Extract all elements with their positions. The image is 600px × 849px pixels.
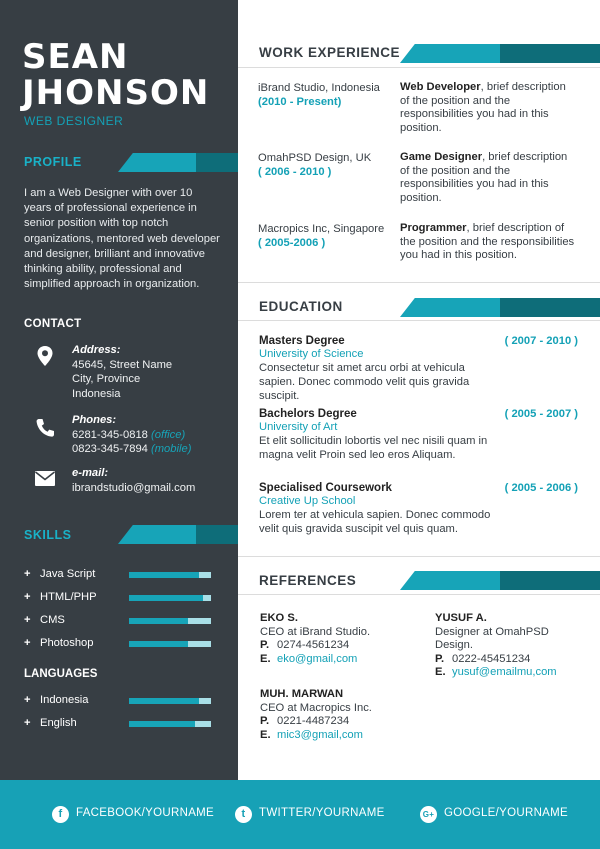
skill-level-bar [129,595,211,601]
skill-level-bar [129,572,211,578]
skill-row [24,591,224,607]
reference-name: EKO S. [260,612,298,624]
email-key: E. [260,728,271,741]
phone-mobile [72,442,191,457]
reference-position: CEO at Macropics Inc. [260,701,372,714]
skill-level-fill [129,698,199,704]
company-name: iBrand Studio, Indonesia [258,82,380,94]
education-title: Bachelors Degree [259,408,357,420]
work-dates: ( 2006 - 2010 ) [258,166,332,178]
twitter-icon: t [235,806,252,823]
reference-card [260,688,410,742]
contact-heading: CONTACT [24,318,82,330]
plus-icon: + [24,614,31,626]
email-address[interactable]: ibrandstudio@gmail.com [72,481,196,494]
skill-level-fill [129,721,195,727]
work-description [400,222,578,263]
first-name: SEAN [22,37,129,77]
work-description [400,81,578,135]
skill-name: HTML/PHP [40,591,97,603]
education-heading-bar [400,298,600,317]
work-title: Game Designer [400,151,483,163]
phone-icon [34,417,56,439]
education-dates: ( 2005 - 2006 ) [504,482,578,494]
plus-icon: + [24,637,31,649]
reference-email-row [260,653,410,667]
work-description [400,151,578,205]
reference-position: CEO at iBrand Studio. [260,625,371,638]
email-key: E. [260,652,271,665]
phone-number: 0823-345-7894 [72,443,148,455]
work-company [258,151,398,179]
skill-name: CMS [40,614,65,626]
location-pin-icon [34,345,56,367]
work-title: Web Developer [400,81,481,93]
skill-level-bar [129,698,211,704]
work-company [258,222,398,250]
last-name: JHONSON [22,73,210,113]
reference-phone: 0222-45451234 [452,652,531,665]
plus-icon: + [24,568,31,580]
phone-number: 6281-345-0818 [72,428,148,441]
education-text: Lorem ter at vehicula sapien. Donec commodo velit quis gravida suscipit vel quis quam. [259,509,491,535]
address-line: Indonesia [72,387,121,400]
skill-row [24,694,224,710]
reference-email-row [260,729,410,743]
reference-phone-row [260,715,410,729]
work-desc-text: , brief description of the position and the responsibilities you had in this position. [400,151,568,204]
education-dates: ( 2005 - 2007 ) [504,408,578,420]
education-heading: EDUCATION [259,299,343,314]
skill-level-bar [129,618,211,624]
phone-note: (office) [151,428,186,441]
education-school: University of Science [259,348,364,360]
work-desc-text: , brief description of the position and the responsibilities you had in this position. [400,222,575,262]
skill-level-fill [129,572,199,578]
email-label: e-mail: [72,467,109,479]
email-key: E. [435,666,446,678]
skill-level-fill [129,595,203,601]
education-text: Et elit sollicitudin lobortis vel nec nisili quam in magna velit Proin sed leo eros Aliquam. [259,435,488,461]
work-title: Programmer [400,222,467,234]
phone-office [72,428,191,443]
reference-email-row [435,666,585,680]
reference-email[interactable]: mic3@gmail,com [277,728,363,741]
google-plus-icon: G+ [420,806,437,823]
phone-key: P. [260,715,270,727]
plus-icon: + [24,591,31,603]
work-company [258,81,398,109]
reference-phone: 0221-4487234 [277,715,350,727]
email-block [72,466,195,495]
footer [0,780,600,849]
google-text: GOOGLE/YOURNAME [444,807,568,819]
address-line: City, Province [72,373,141,385]
skill-level-fill [129,618,188,624]
reference-phone-row [260,639,410,653]
address-block [72,343,172,401]
twitter-text: TWITTER/YOURNAME [259,807,385,819]
facebook-text: FACEBOOK/YOURNAME [76,807,215,819]
address-label: Address: [72,344,121,356]
reference-position: Designer at OmahPSD Design. [435,625,549,651]
education-school: University of Art [259,421,338,433]
languages-heading: LANGUAGES [24,668,98,680]
plus-icon: + [24,694,31,706]
work-dates: (2010 - Present) [258,96,342,108]
education-title: Specialised Coursework [259,482,392,494]
company-name: OmahPSD Design, UK [258,152,372,164]
skill-level-bar [129,721,211,727]
skill-row [24,637,224,653]
phone-note: (mobile) [151,443,192,455]
reference-email[interactable]: yusuf@emailmu,com [452,666,557,678]
skill-name: Photoshop [40,637,94,649]
phone-key: P. [435,652,445,665]
plus-icon: + [24,717,31,729]
skills-heading: SKILLS [24,528,72,542]
phone-key: P. [260,639,270,651]
education-dates: ( 2007 - 2010 ) [504,335,578,347]
sidebar [0,0,238,780]
company-name: Macropics Inc, Singapore [258,223,385,235]
skill-level-bar [129,641,211,647]
education-text: Consectetur sit amet arcu orbi at vehicula sapien. Donec commodo velit quis gravida suscipit. [259,362,470,402]
skill-level-fill [129,641,188,647]
references-heading: REFERENCES [259,573,357,588]
reference-name: YUSUF A. [435,612,487,624]
facebook-icon: f [52,806,69,823]
skills-heading-bar [118,525,238,544]
profile-text: I am a Web Designer with over 10 years of professional experience in senior position with top notch organizations, mentored web developer and designer, brilliant and innovative thinking ability, professional and simplified approach in organization. [24,187,220,291]
work-desc-text: , brief description of the position and the responsibilities you had in this position. [400,81,566,134]
phones-block [72,413,191,457]
reference-phone-row [435,653,585,667]
reference-card [435,612,585,680]
profile-heading-bar [118,153,238,172]
reference-phone: 0274-4561234 [277,639,350,651]
work-heading: WORK EXPERIENCE [259,45,401,60]
education-title: Masters Degree [259,335,345,347]
skill-name: Java Script [40,568,96,580]
skill-name: English [40,717,77,729]
divider [238,320,600,321]
address-line: 45645, Street Name [72,358,173,371]
reference-card [260,612,410,666]
references-heading-bar [400,571,600,590]
skill-name: Indonesia [40,694,89,706]
work-dates: ( 2005-2006 ) [258,237,326,249]
skill-row [24,614,224,630]
divider [238,594,600,595]
divider [238,556,600,557]
profile-heading: PROFILE [24,155,82,169]
skill-row [24,568,224,584]
divider [238,67,600,68]
work-heading-bar [400,44,600,63]
reference-name: MUH. MARWAN [260,688,344,700]
divider [238,282,600,283]
reference-email[interactable]: eko@gmail,com [277,652,358,665]
skill-row [24,717,224,733]
phones-label: Phones: [72,414,117,426]
mail-icon [34,470,56,487]
job-role: WEB DESIGNER [24,114,124,128]
education-school: Creative Up School [259,495,356,507]
